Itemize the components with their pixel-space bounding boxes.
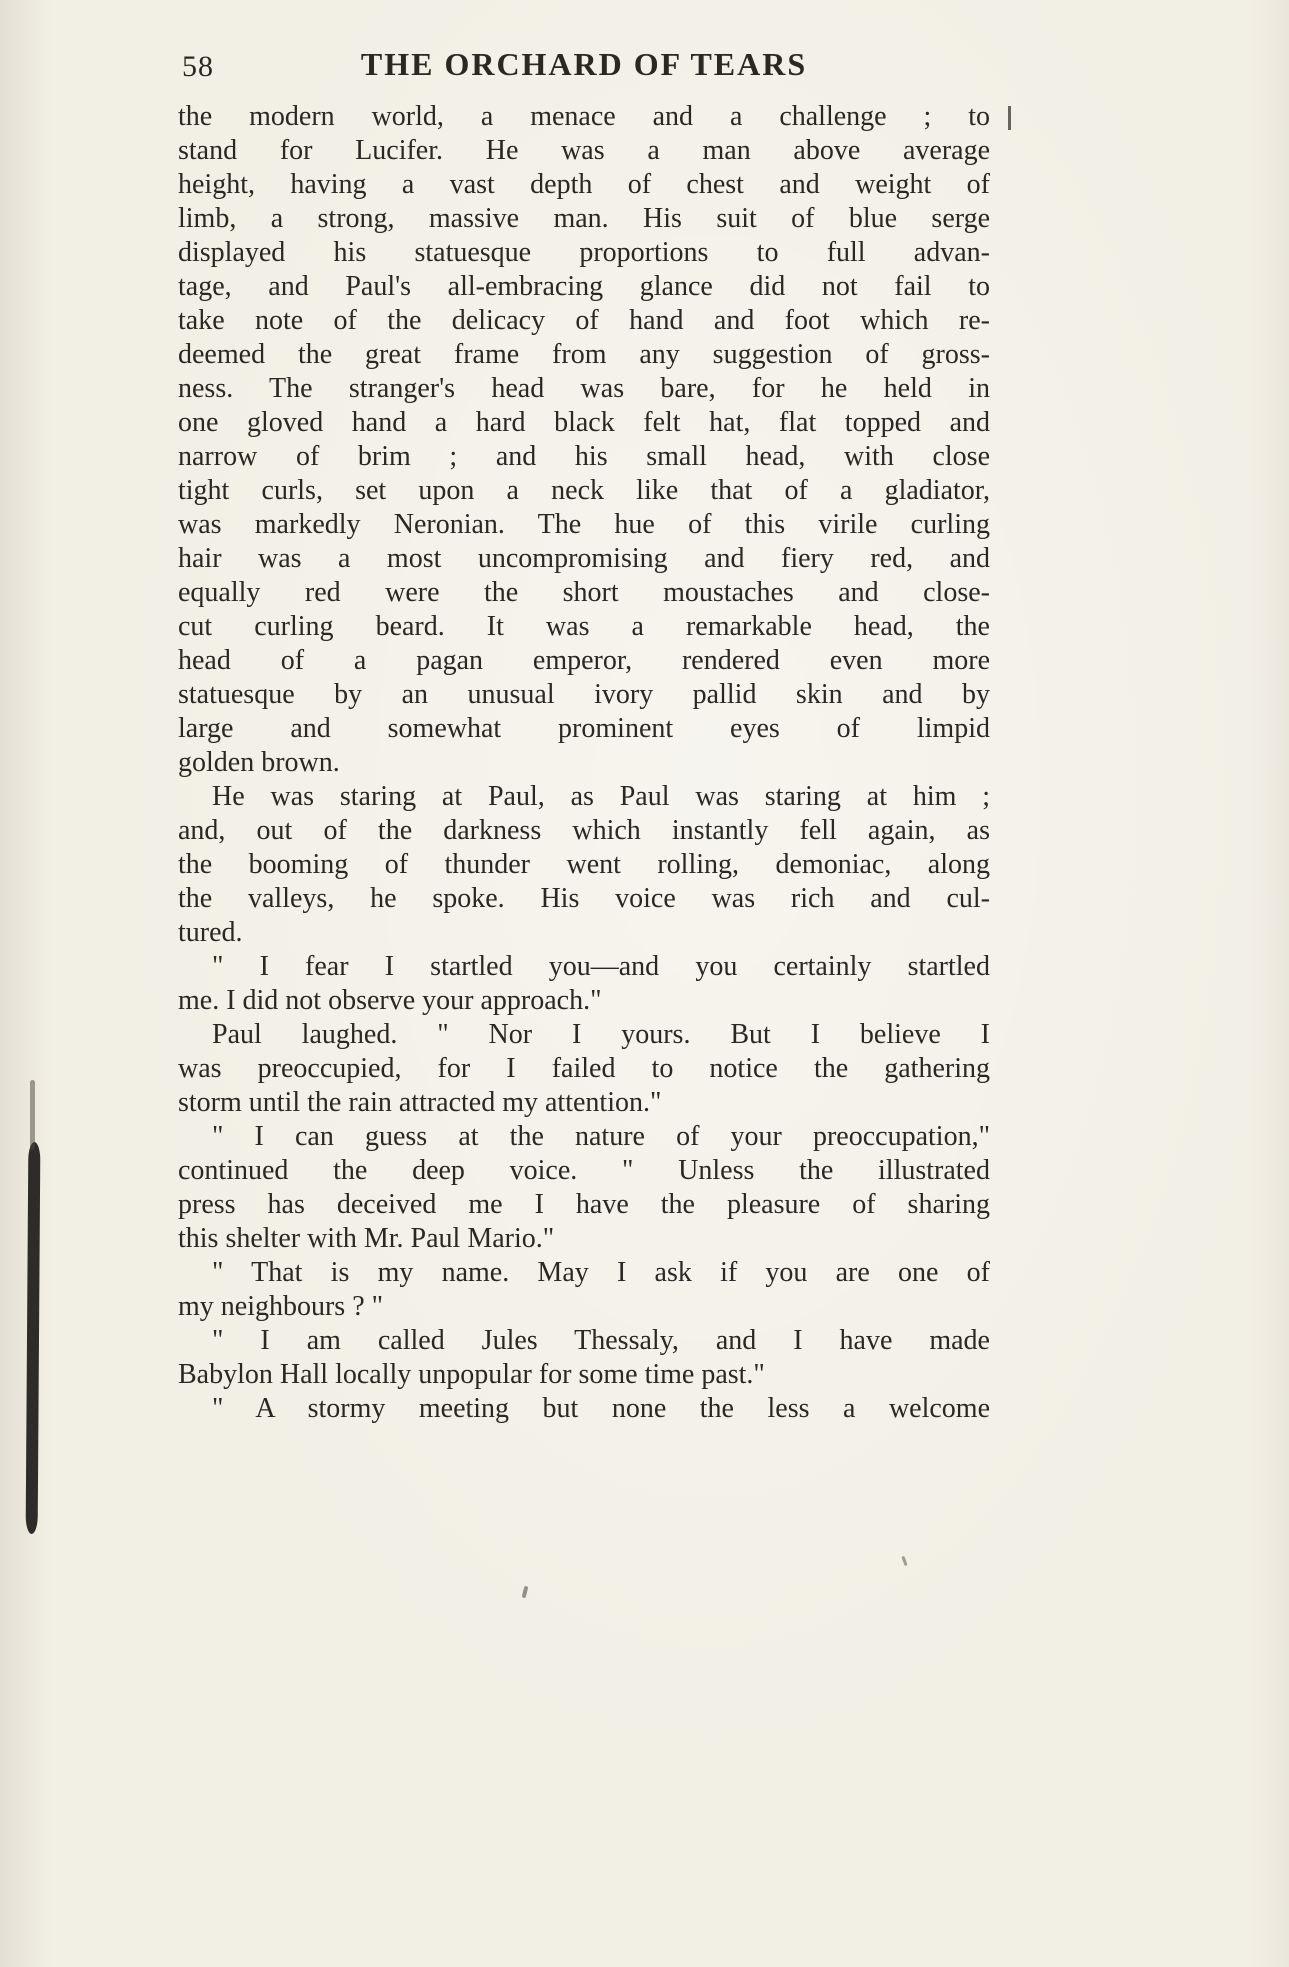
text-line: one gloved hand a hard black felt hat, flat topped and <box>178 407 990 438</box>
text-line: continued the deep voice. " Unless the illustrated <box>178 1155 990 1186</box>
text-line: narrow of brim ; and his small head, with close <box>178 441 990 472</box>
text-line: Babylon Hall locally unpopular for some time past." <box>178 1359 765 1390</box>
paragraph <box>178 780 990 950</box>
text-line: large and somewhat prominent eyes of limpid <box>178 713 990 744</box>
paragraph <box>178 1392 990 1426</box>
text-line: " I fear I startled you—and you certainly startled <box>212 951 990 982</box>
text-line: storm until the rain attracted my attention." <box>178 1087 662 1118</box>
text-line: " I can guess at the nature of your preoccupation," <box>212 1121 990 1152</box>
text-line: height, having a vast depth of chest and weight of <box>178 169 990 200</box>
text-line: deemed the great frame from any suggestion of gross- <box>178 339 990 370</box>
paragraph <box>178 100 990 780</box>
page-header <box>178 46 990 90</box>
paragraph <box>178 1120 990 1256</box>
text-line: equally red were the short moustaches and close- <box>178 577 990 608</box>
text-line: and, out of the darkness which instantly fell again, as <box>178 815 990 846</box>
text-line: the modern world, a menace and a challenge ; to <box>178 101 990 132</box>
paragraph <box>178 1324 990 1392</box>
text-line: tage, and Paul's all-embracing glance did not fail to <box>178 271 990 302</box>
text-block <box>178 100 990 1426</box>
text-line: " That is my name. May I ask if you are one of <box>212 1257 990 1288</box>
text-line: " I am called Jules Thessaly, and I have made <box>212 1325 990 1356</box>
text-line: was markedly Neronian. The hue of this virile curling <box>178 509 990 540</box>
text-line: tured. <box>178 917 243 948</box>
paragraph <box>178 1018 990 1120</box>
text-line: Paul laughed. " Nor I yours. But I believe I <box>212 1019 990 1050</box>
text-line: was preoccupied, for I failed to notice the gathering <box>178 1053 990 1084</box>
text-line: the valleys, he spoke. His voice was rich and cul- <box>178 883 990 914</box>
paragraph <box>178 1256 990 1324</box>
text-line: " A stormy meeting but none the less a welcome <box>212 1393 990 1424</box>
text-line: He was staring at Paul, as Paul was staring at him ; <box>212 781 990 812</box>
text-line: displayed his statuesque proportions to full advan- <box>178 237 990 268</box>
scan-stray-mark <box>901 1556 907 1566</box>
text-line: statuesque by an unusual ivory pallid skin and by <box>178 679 990 710</box>
scan-gutter-streak-faint <box>30 1080 35 1150</box>
text-line: cut curling beard. It was a remarkable head, the <box>178 611 990 642</box>
text-line: head of a pagan emperor, rendered even more <box>178 645 990 676</box>
scan-stray-mark <box>522 1586 529 1599</box>
text-line: golden brown. <box>178 747 340 778</box>
text-line: take note of the delicacy of hand and foot which re- <box>178 305 990 336</box>
text-line: press has deceived me I have the pleasure of sharing <box>178 1189 990 1220</box>
text-line: the booming of thunder went rolling, demoniac, along <box>178 849 990 880</box>
scan-gutter-streak <box>26 1142 41 1534</box>
scan-edge-tick <box>1008 106 1011 130</box>
text-line: this shelter with Mr. Paul Mario." <box>178 1223 555 1254</box>
text-line: tight curls, set upon a neck like that of a gladiator, <box>178 475 990 506</box>
text-line: limb, a strong, massive man. His suit of blue serge <box>178 203 990 234</box>
text-line: me. I did not observe your approach." <box>178 985 602 1016</box>
text-line: hair was a most uncompromising and fiery red, and <box>178 543 990 574</box>
page-number: 58 <box>182 50 214 83</box>
paragraph <box>178 950 990 1018</box>
text-line: my neighbours ? " <box>178 1291 384 1322</box>
text-line: ness. The stranger's head was bare, for he held in <box>178 373 990 404</box>
text-line: stand for Lucifer. He was a man above average <box>178 135 990 166</box>
page-title: THE ORCHARD OF TEARS <box>360 46 808 82</box>
